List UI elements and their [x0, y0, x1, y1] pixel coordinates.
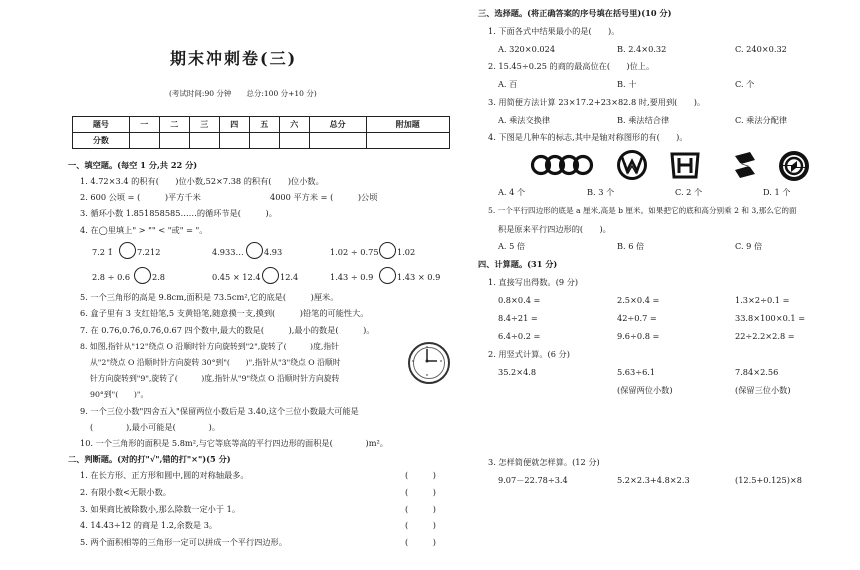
score-cell[interactable]	[159, 133, 189, 149]
choice-q2: 2. 15.45÷0.25 的商的最高位在( )位上。	[488, 61, 655, 71]
fill-q3: 3. 循环小数 1.851858585……的循环节是( )。	[80, 208, 277, 218]
calc-item: 42÷0.7 =	[617, 313, 657, 323]
score-cell[interactable]	[189, 133, 219, 149]
exam-info: (考试时间:90 分钟 总分:100 分+10 分)	[169, 89, 317, 98]
score-table-row	[73, 133, 450, 149]
vertical-calc-item: 35.2×4.8	[498, 367, 537, 377]
vertical-calc-note: (保留两位小数)	[617, 385, 673, 395]
judge-answer-paren[interactable]: ( )	[405, 537, 436, 547]
fill-q2b: 4000 平方米 = ( )公顷	[270, 192, 378, 202]
compare-left: 1.02 ÷ 0.75	[330, 247, 379, 257]
choice-option: C. 2 个	[675, 187, 703, 197]
fill-q7: 7. 在 0.76,0.7̇6̇,0.76̇,0.67 四个数中,最大的数是( ),最小的数是( )。	[80, 325, 375, 335]
fill-q10: 10. 一个三角形的面积是 5.8m²,与它等底等高的平行四边形的面积是( )m²。	[80, 438, 388, 448]
choice-option: A. 乘法交换律	[498, 115, 551, 125]
choice-option: C. 9 倍	[735, 241, 763, 251]
calc-item: 8.4÷21 =	[498, 313, 538, 323]
score-header-cell: 附加题	[366, 117, 450, 133]
score-header-cell: 五	[249, 117, 279, 133]
compare-circle[interactable]	[262, 267, 279, 284]
fill-q8-line3: 针方向旋转到"9",旋转了( )度,指针从"9"绕点 O 沿顺时针方向旋转	[90, 374, 340, 383]
calc-item: 33.8×100×0.1 =	[735, 313, 806, 323]
fill-q4: 4. 在◯里填上" > "" < "或" = "。	[80, 225, 208, 235]
score-header-cell: 总分	[309, 117, 366, 133]
section-3-heading: 三、选择题。(将正确答案的序号填在括号里)(10 分)	[478, 8, 672, 18]
compare-right: 7.212	[137, 247, 161, 257]
simplify-calc-item: (12.5+0.125)×8	[735, 475, 802, 485]
choice-option: C. 个	[735, 79, 755, 89]
suzuki-logo-icon	[730, 150, 760, 180]
simplify-calc-item: 9.07－22.78÷3.4	[498, 475, 568, 485]
judge-answer-paren[interactable]: ( )	[405, 470, 436, 480]
calc-q2: 2. 用竖式计算。(6 分)	[488, 349, 570, 359]
section-4-heading: 四、计算题。(31 分)	[478, 259, 558, 269]
choice-q5-line2: 积是原来平行四边形的( )。	[498, 224, 611, 234]
score-header-cell: 三	[189, 117, 219, 133]
compare-left: 4.933…	[212, 247, 244, 257]
score-table-header	[73, 117, 450, 133]
score-cell[interactable]	[366, 133, 450, 149]
compare-right: 2.8	[152, 272, 166, 282]
calc-item: 0.8×0.4 =	[498, 295, 541, 305]
compare-right: 12.4	[280, 272, 299, 282]
section-1-heading: 一、填空题。(每空 1 分,共 22 分)	[68, 160, 198, 170]
compare-circle[interactable]	[134, 267, 151, 284]
fill-q2a: 2. 600 公顷 = ( )平方千米	[80, 192, 201, 202]
choice-option: B. 3 个	[587, 187, 615, 197]
score-row-label: 分数	[73, 133, 130, 149]
score-cell[interactable]	[219, 133, 249, 149]
fill-q1: 1. 4.72×3.4 的积有( )位小数,52×7.38 的积有( )位小数。	[80, 176, 324, 186]
compare-left: 1.43 ÷ 0.9	[330, 272, 374, 282]
fill-q5: 5. 一个三角形的高是 9.8cm,面积是 73.5cm²,它的底是( )厘米。	[80, 292, 339, 302]
judge-item: 5. 两个面积相等的三角形一定可以拼成一个平行四边形。	[80, 537, 287, 547]
choice-option: A. 320×0.024	[498, 44, 556, 54]
compare-left: 7.2 1̇	[92, 247, 113, 257]
compare-right: 1.43 × 0.9	[397, 272, 441, 282]
compare-circle[interactable]	[379, 242, 396, 259]
score-cell[interactable]	[129, 133, 159, 149]
fill-q6: 6. 盒子里有 3 支红铅笔,5 支黄铅笔,随意摸一支,摸到( )铅笔的可能性大。	[80, 308, 369, 318]
compare-circle[interactable]	[246, 242, 263, 259]
choice-q4: 4. 下图是几种车的标志,其中是轴对称图形的有( )。	[488, 132, 688, 142]
judge-item: 2. 有限小数<无限小数。	[80, 487, 171, 497]
choice-option: C. 乘法分配律	[735, 115, 788, 125]
choice-q5-line1: 5. 一个平行四边形的底是 a 厘米,高是 b 厘米。如果把它的底和高分别乘 2 和 3,那么它的面	[488, 206, 797, 215]
vertical-calc-item: 7.84×2.56	[735, 367, 779, 377]
calc-q1: 1. 直接写出得数。(9 分)	[488, 277, 579, 287]
honda-logo-icon	[669, 151, 701, 180]
choice-option: B. 十	[617, 79, 637, 89]
fill-q9-line2: ( ),最小可能是( )。	[90, 422, 221, 432]
choice-option: C. 240×0.32	[735, 44, 787, 54]
score-table	[72, 116, 450, 149]
score-header-cell: 一	[129, 117, 159, 133]
compare-circle[interactable]	[119, 242, 136, 259]
simplify-calc-item: 5.2×2.3+4.8×2.3	[617, 475, 690, 485]
choice-q1: 1. 下面各式中结果最小的是( )。	[488, 26, 620, 36]
choice-option: B. 乘法结合律	[617, 115, 670, 125]
score-cell[interactable]	[249, 133, 279, 149]
score-header-cell: 四	[219, 117, 249, 133]
score-header-cell: 二	[159, 117, 189, 133]
judge-answer-paren[interactable]: ( )	[405, 487, 436, 497]
score-cell[interactable]	[309, 133, 366, 149]
audi-logo-icon	[530, 152, 596, 178]
compare-circle[interactable]	[379, 267, 396, 284]
calc-item: 1.3×2÷0.1 =	[735, 295, 790, 305]
calc-q3: 3. 怎样简便就怎样算。(12 分)	[488, 457, 600, 467]
compare-left: 2.8 ÷ 0.6	[92, 272, 131, 282]
calc-item: 6.4÷0.2 =	[498, 331, 541, 341]
fill-q9-line1: 9. 一个三位小数"四舍五入"保留两位小数后是 3.40,这个三位小数最大可能是	[80, 406, 359, 416]
score-header-cell: 题号	[73, 117, 130, 133]
volkswagen-logo-icon	[616, 149, 648, 181]
calc-item: 9.6÷0.8 =	[617, 331, 660, 341]
choice-option: B. 6 倍	[617, 241, 645, 251]
choice-q3: 3. 用简便方法计算 23×17.2+23×82.8 时,要用到( )。	[488, 97, 706, 107]
choice-option: D. 1 个	[763, 187, 791, 197]
page-title: 期末冲刺卷(三)	[170, 49, 298, 68]
clock-hands-icon	[408, 342, 446, 380]
choice-option: A. 5 倍	[498, 241, 526, 251]
choice-option: A. 百	[498, 79, 518, 89]
compare-right: 1.02	[397, 247, 416, 257]
choice-option: A. 4 个	[498, 187, 526, 197]
choice-option: B. 2.4×0.32	[617, 44, 667, 54]
fill-q8-line4: 90°到"( )"。	[90, 390, 149, 399]
opel-logo-icon	[778, 150, 810, 182]
judge-item: 1. 在长方形、正方形和圆中,圆的对称轴最多。	[80, 470, 249, 480]
vertical-calc-item: 5.63÷6.1	[617, 367, 656, 377]
calc-item: 2.5×0.4 =	[617, 295, 660, 305]
calc-item: 22÷2.2×2.8 =	[735, 331, 795, 341]
fill-q8-line1: 8. 如图,指针从"12"绕点 O 沿顺时针方向旋转到"2",旋转了( )度,指针	[80, 342, 339, 351]
vertical-calc-note: (保留三位小数)	[735, 385, 791, 395]
score-cell[interactable]	[279, 133, 309, 149]
score-header-cell: 六	[279, 117, 309, 133]
judge-item: 3. 如果商比被除数小,那么除数一定小于 1。	[80, 504, 241, 514]
judge-answer-paren[interactable]: ( )	[405, 504, 436, 514]
section-2-heading: 二、判断题。(对的打"√",错的打"×")(5 分)	[68, 454, 231, 464]
compare-right: 4.93	[264, 247, 283, 257]
judge-answer-paren[interactable]: ( )	[405, 520, 436, 530]
compare-left: 0.45 × 12.4	[212, 272, 261, 282]
clock-figure	[408, 342, 450, 384]
judge-item: 4. 14.43÷12 的商是 1.2,余数是 3。	[80, 520, 218, 530]
fill-q8-line2: 从"2"绕点 O 沿顺时针方向旋转 30°到"( )",指针从"3"绕点 O 沿顺时	[90, 358, 341, 367]
